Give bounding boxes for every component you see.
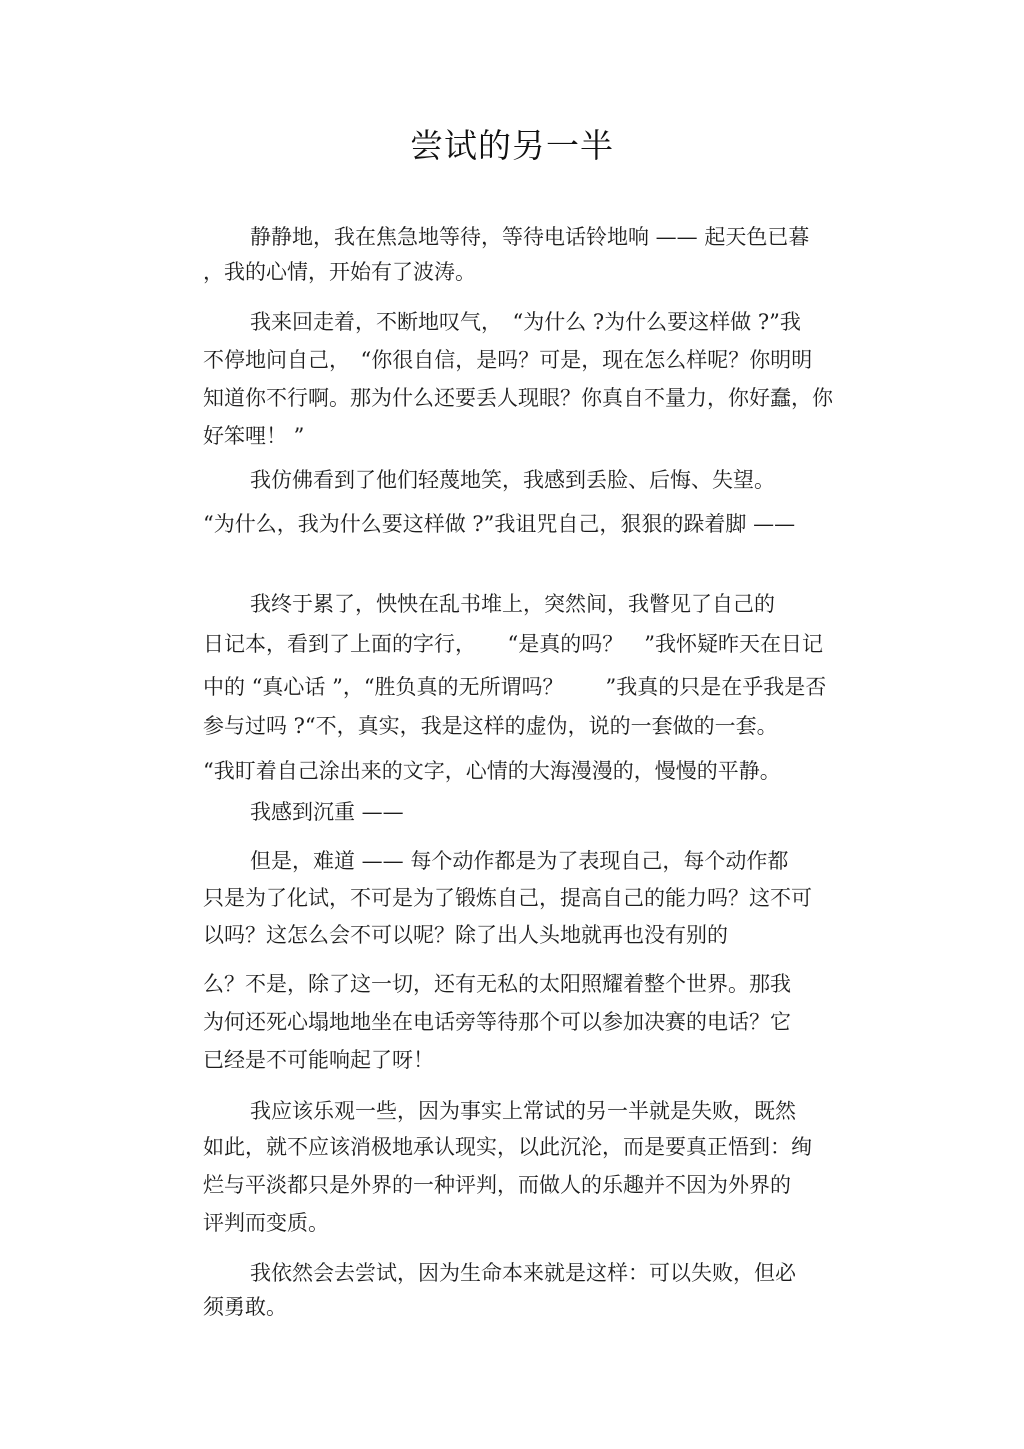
text-line: 只是为了化试，不可是为了锻炼自己，提高自己的能力吗？这不可 — [203, 886, 812, 910]
text-line: 以吗？这怎么会不可以呢？除了出人头地就再也没有别的 — [203, 923, 728, 947]
text-line: 我感到沉重 —— — [250, 800, 404, 824]
text-line: 我仿佛看到了他们轻蔑地笑，我感到丢脸、后悔、失望。 — [250, 468, 775, 492]
text-line: “我盯着自己涂出来的文字，心情的大海漫漫的，慢慢的平静。 — [203, 759, 781, 783]
text-line: 中的 “真心话 ”，“胜负真的无所谓吗？ ”我真的只是在乎我是否 — [203, 675, 827, 699]
text-line: 烂与平淡都只是外界的一种评判，而做人的乐趣并不因为外界的 — [203, 1173, 791, 1197]
text-line: ，我的心情，开始有了波涛。 — [203, 260, 476, 284]
text-line: 知道你不行啊。那为什么还要丢人现眼？你真自不量力，你好蠢，你 — [203, 386, 833, 410]
text-line: “为什么，我为什么要这样做 ?”我诅咒自己，狠狠的跺着脚 —— — [203, 512, 796, 536]
text-line: 如此，就不应该消极地承认现实，以此沉沦，而是要真正悟到：绚 — [203, 1135, 812, 1159]
text-line: 参与过吗 ?“不，真实，我是这样的虚伪，说的一套做的一套。 — [203, 714, 778, 738]
text-line: 我应该乐观一些，因为事实上常试的另一半就是失败，既然 — [250, 1099, 796, 1123]
text-line: 须勇敢。 — [203, 1295, 287, 1319]
text-line: 我来回走着，不断地叹气， “为什么 ?为什么要这样做 ?”我 — [250, 310, 801, 334]
text-line: 我终于累了，怏怏在乱书堆上，突然间，我瞥见了自己的 — [250, 592, 775, 616]
text-line: 评判而变质。 — [203, 1211, 329, 1235]
text-line: 我依然会去尝试，因为生命本来就是这样：可以失败，但必 — [250, 1261, 796, 1285]
text-line: 已经是不可能响起了呀！ — [203, 1048, 434, 1072]
text-line: 日记本，看到了上面的字行， “是真的吗？ ”我怀疑昨天在日记 — [203, 632, 823, 656]
text-line: 静静地，我在焦急地等待，等待电话铃地响 —— 起天色已暮 — [250, 225, 810, 249]
text-line: 好笨哩！ ” — [203, 424, 305, 448]
text-line: 不停地问自己， “你很自信，是吗？可是，现在怎么样呢？你明明 — [203, 348, 813, 372]
text-line: 为何还死心塌地地坐在电话旁等待那个可以参加决赛的电话？它 — [203, 1010, 791, 1034]
text-line: 么？不是，除了这一切，还有无私的太阳照耀着整个世界。那我 — [203, 972, 791, 996]
document-title: 尝试的另一半 — [410, 126, 614, 165]
text-line: 但是，难道 —— 每个动作都是为了表现自己，每个动作都 — [250, 849, 789, 873]
